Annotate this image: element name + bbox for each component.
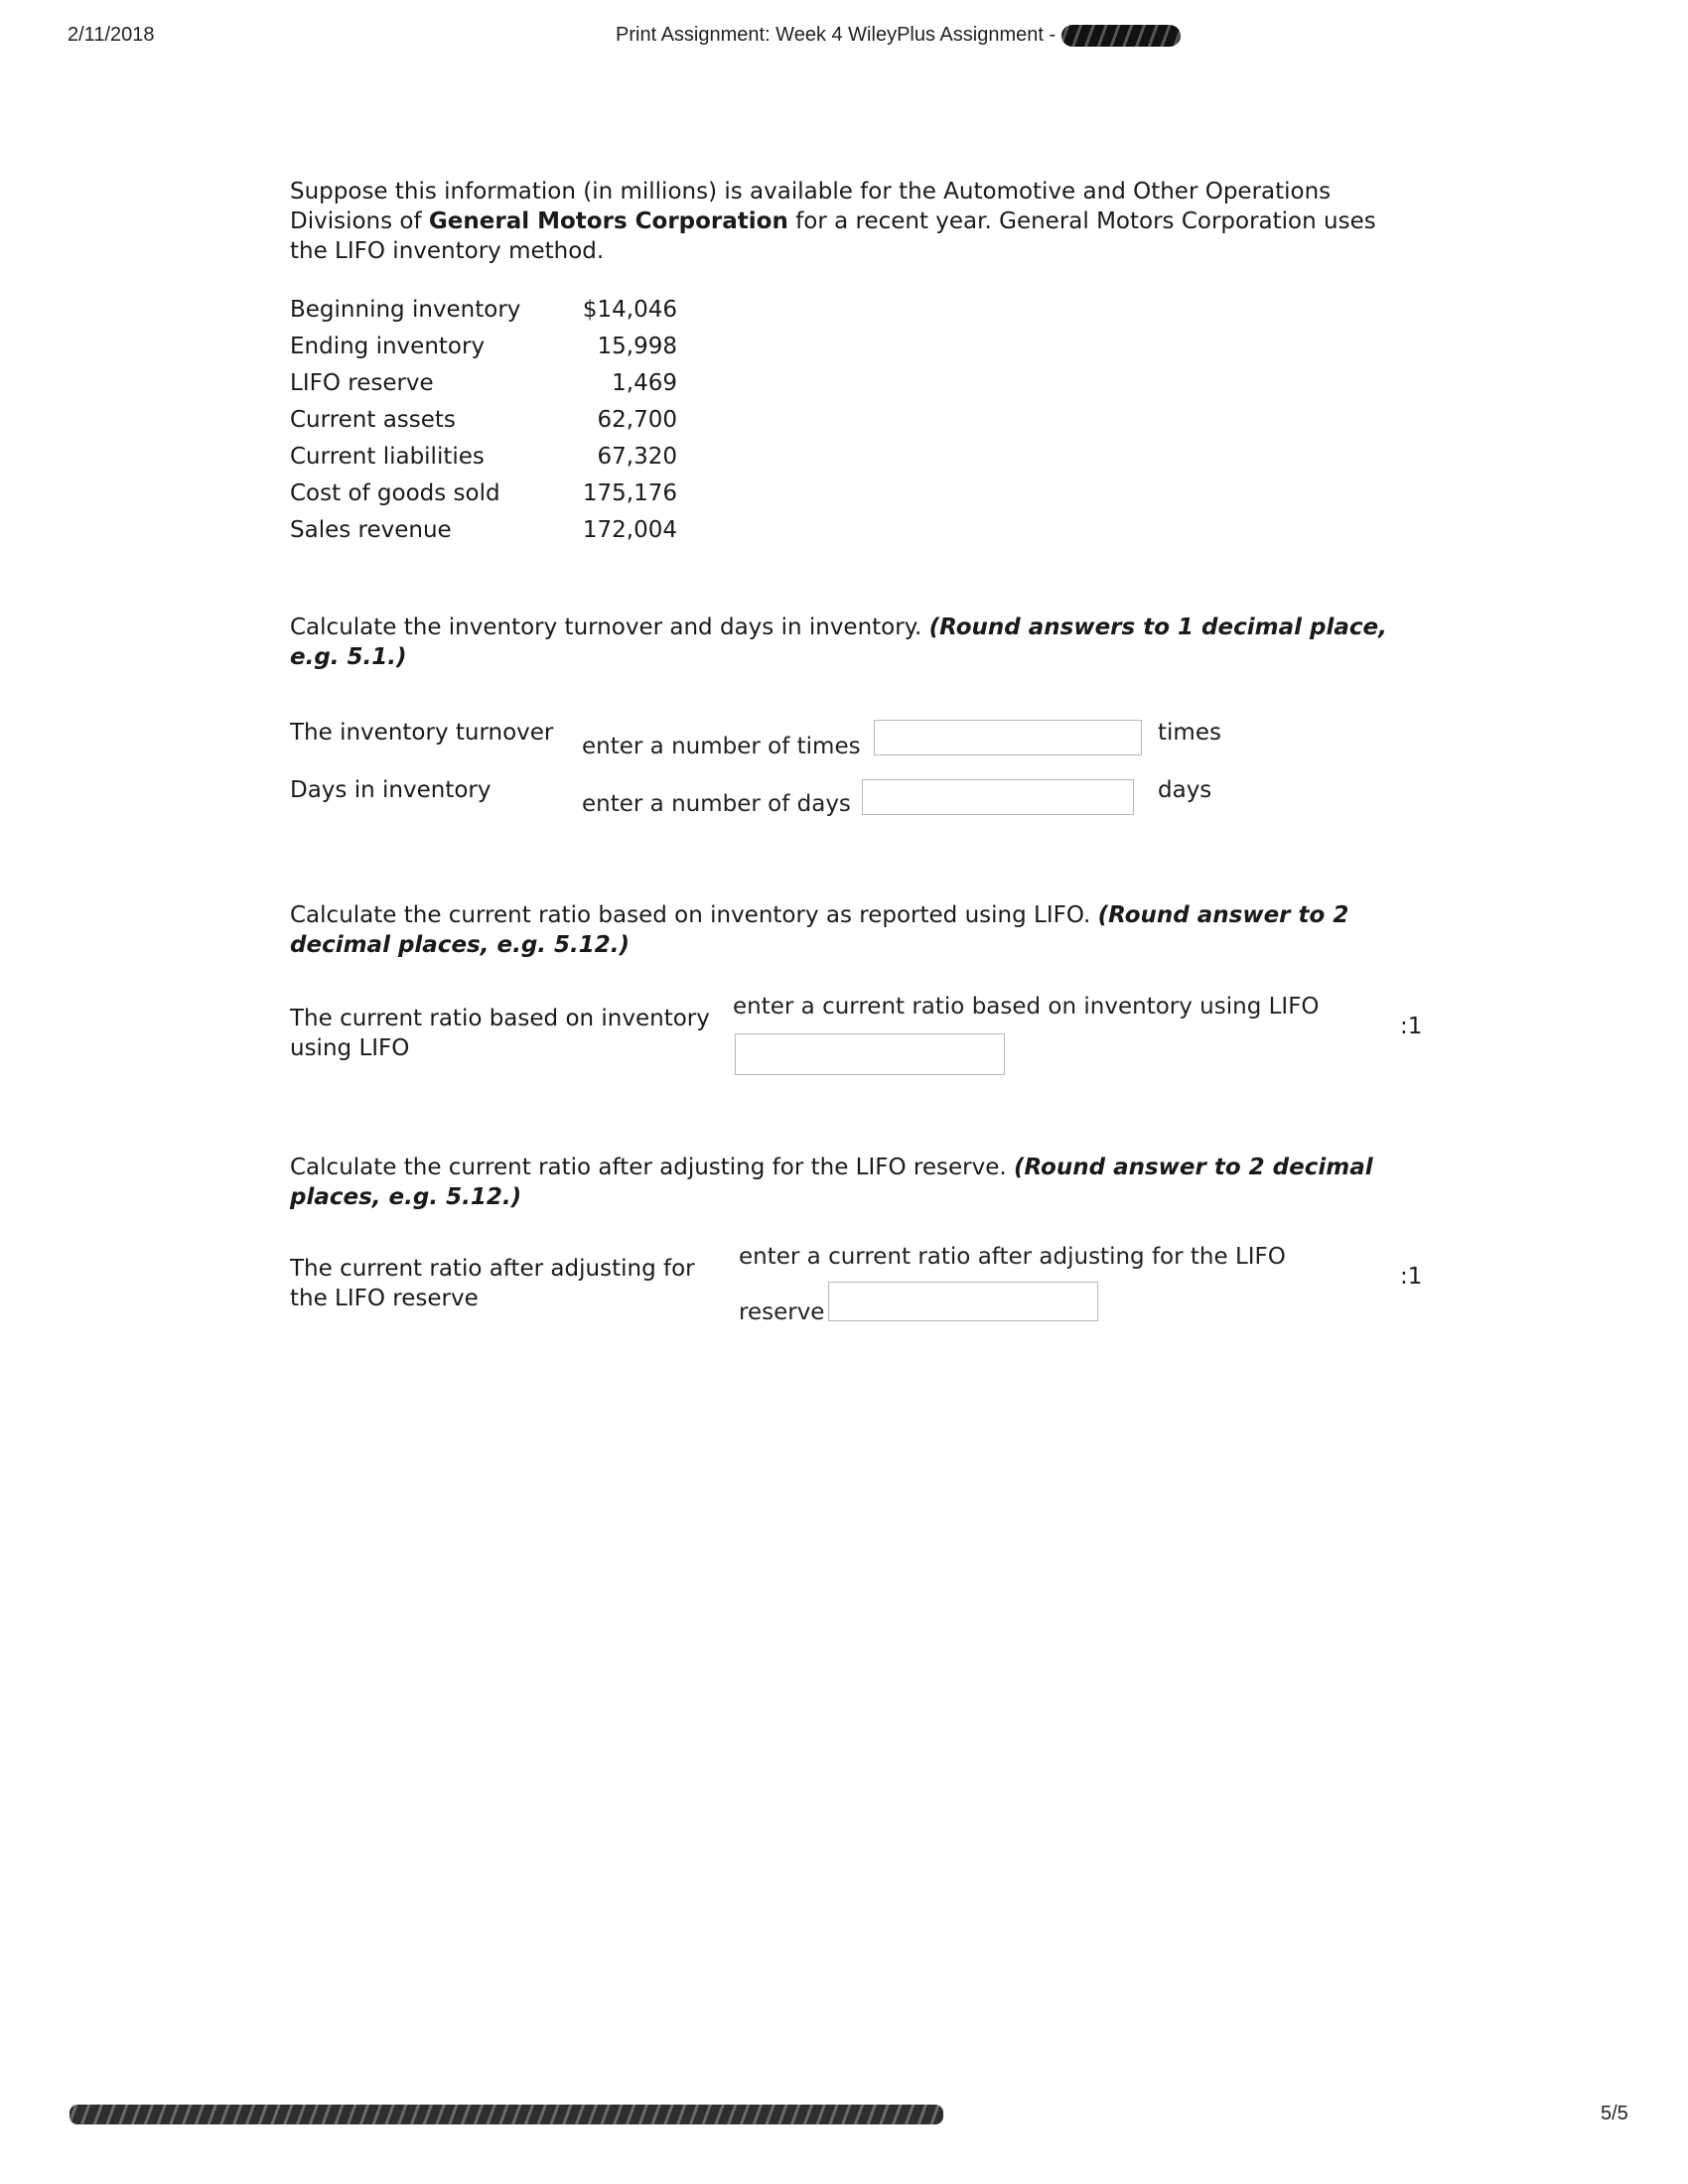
table-row xyxy=(290,292,677,329)
row-label: LIFO reserve xyxy=(290,370,434,396)
row-label: Current liabilities xyxy=(290,444,485,470)
row-label: Current assets xyxy=(290,407,456,433)
row-value: 1,469 xyxy=(612,370,677,396)
ratio-lifo-unit: :1 xyxy=(1400,1014,1423,1039)
turnover-prompt: enter a number of times xyxy=(582,734,861,759)
ratio-adjusted-label: The current ratio after adjusting for the LIFO reserve xyxy=(290,1256,695,1311)
days-unit: days xyxy=(1158,777,1212,803)
intro-text-2: for a recent year. General Motors Corporation uses the LIFO inventory method. xyxy=(290,208,1376,264)
intro-text-1: Suppose this information (in millions) is available for the Automotive and Other Operations Divisions of xyxy=(290,179,1332,234)
days-answer-row xyxy=(290,775,1432,831)
row-label: Beginning inventory xyxy=(290,297,521,323)
table-row xyxy=(290,512,677,549)
row-label: Cost of goods sold xyxy=(290,480,500,506)
turnover-answer-row xyxy=(290,718,1432,773)
ratio-adjusted-unit: :1 xyxy=(1400,1264,1423,1290)
ratio-lifo-prompt: enter a current ratio based on inventory using LIFO xyxy=(733,994,1320,1020)
question-current-ratio-lifo xyxy=(290,900,1432,960)
days-input[interactable] xyxy=(862,779,1134,815)
row-value: 172,004 xyxy=(582,517,677,543)
question-text: Calculate the current ratio based on inventory as reported using LIFO. xyxy=(290,902,1098,928)
row-label: Sales revenue xyxy=(290,517,452,543)
table-row xyxy=(290,365,677,402)
question-text: Calculate the inventory turnover and days in inventory. xyxy=(290,614,929,640)
ratio-lifo-input[interactable] xyxy=(735,1033,1005,1075)
turnover-input[interactable] xyxy=(874,720,1142,755)
print-date: 2/11/2018 xyxy=(68,24,155,46)
days-label: Days in inventory xyxy=(290,777,492,803)
turnover-unit: times xyxy=(1158,720,1221,746)
table-row xyxy=(290,476,677,512)
redacted-name-scribble xyxy=(1061,25,1181,47)
row-value: 175,176 xyxy=(582,480,677,506)
ratio-lifo-label: The current ratio based on inventory using LIFO xyxy=(290,1006,710,1061)
rounding-hint: (Round answer to 2 decimal places, e.g. 5.12.) xyxy=(290,1155,1373,1210)
ratio-adjusted-input[interactable] xyxy=(828,1282,1098,1321)
turnover-label: The inventory turnover xyxy=(290,720,554,746)
rounding-hint: (Round answers to 1 decimal place, e.g. 5.1.) xyxy=(290,614,1387,670)
page-number: 5/5 xyxy=(1601,2103,1628,2124)
question-current-ratio-adjusted xyxy=(290,1153,1432,1212)
rounding-hint: (Round answer to 2 decimal places, e.g. 5.12.) xyxy=(290,902,1349,958)
print-title xyxy=(616,24,1181,47)
redacted-url-scribble xyxy=(70,2105,943,2124)
print-title-text: Print Assignment: Week 4 WileyPlus Assignment - xyxy=(616,24,1056,46)
inventory-data-table xyxy=(290,292,677,549)
ratio-lifo-answer xyxy=(290,994,1432,1087)
ratio-adjusted-prompt-line1: enter a current ratio after adjusting for the LIFO xyxy=(739,1244,1286,1270)
days-prompt: enter a number of days xyxy=(582,791,851,817)
table-row xyxy=(290,402,677,439)
row-label: Ending inventory xyxy=(290,334,486,359)
table-row xyxy=(290,439,677,476)
table-row xyxy=(290,329,677,365)
assignment-content xyxy=(290,177,1432,1337)
ratio-adjusted-answer xyxy=(290,1244,1432,1337)
row-value: 15,998 xyxy=(597,334,677,359)
question-text: Calculate the current ratio after adjusting for the LIFO reserve. xyxy=(290,1155,1014,1180)
row-value: $14,046 xyxy=(582,297,677,323)
ratio-adjusted-prompt-line2: reserve xyxy=(739,1299,825,1325)
problem-intro xyxy=(290,177,1412,266)
row-value: 62,700 xyxy=(597,407,677,433)
redacted-url xyxy=(70,2103,943,2125)
question-inventory-turnover xyxy=(290,613,1432,672)
row-value: 67,320 xyxy=(597,444,677,470)
company-name: General Motors Corporation xyxy=(428,208,788,234)
